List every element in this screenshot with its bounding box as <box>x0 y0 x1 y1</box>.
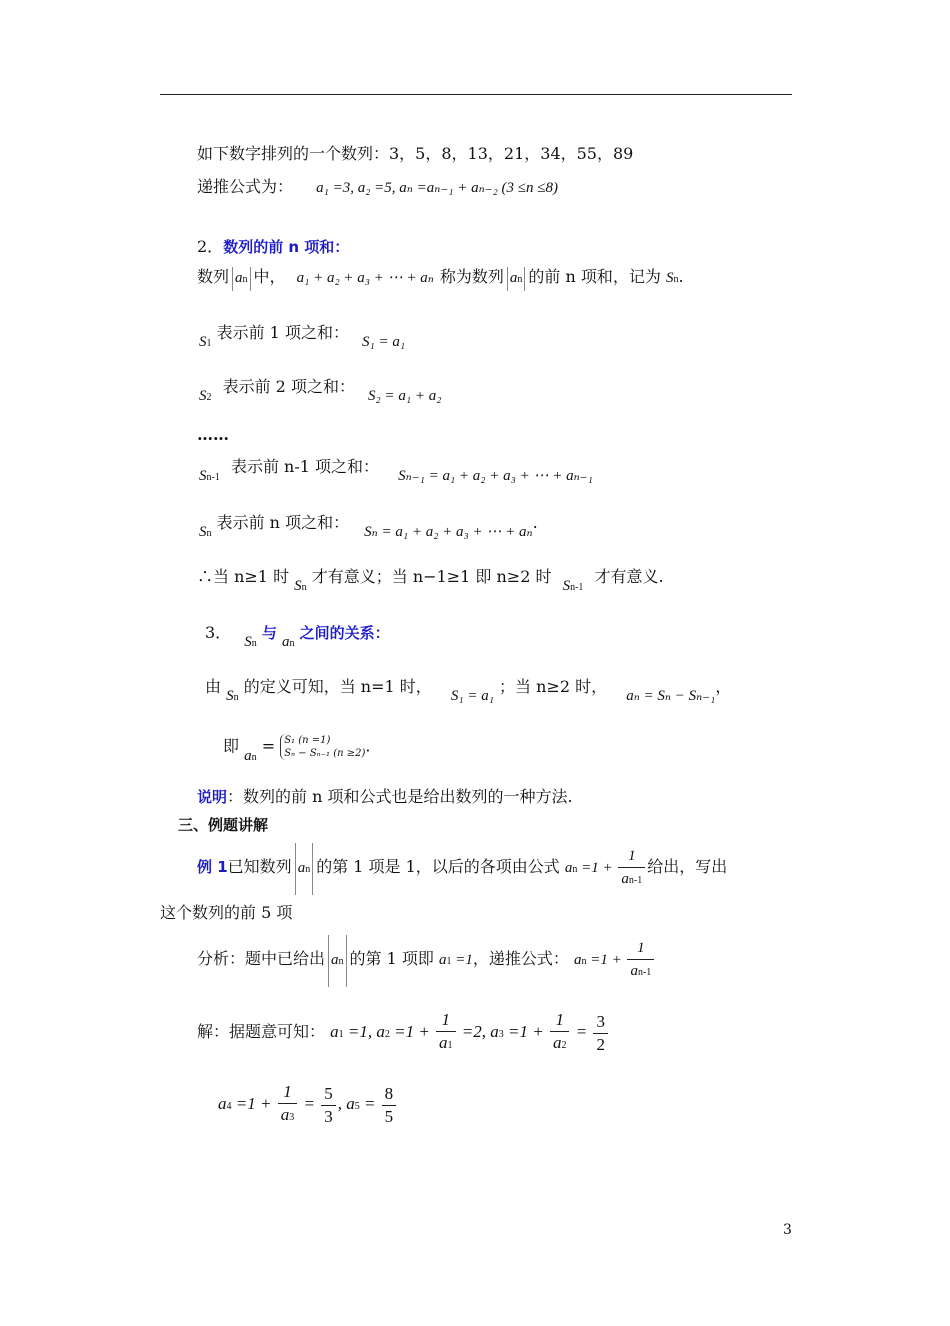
examples-heading: 三、例题讲解 <box>178 816 269 834</box>
analysis-line <box>197 934 656 984</box>
sn1-symbol-2: Sn-1 <box>562 578 584 594</box>
def-text-1: 数列 <box>197 267 230 286</box>
s1-line <box>199 322 406 350</box>
s1-desc: 表示前 1 项之和： <box>216 323 349 342</box>
section3-heading <box>205 622 390 650</box>
sn1-line <box>199 456 593 484</box>
s2-desc: 表示前 2 项之和： <box>222 377 355 396</box>
solution-line <box>197 1004 610 1060</box>
section3-title: 之间的关系： <box>299 624 390 642</box>
note-line <box>197 786 573 808</box>
s2-line <box>199 376 442 404</box>
piecewise-line: 即 an = S₁ (n =1) Sₙ − Sₙ₋₁ (n ≥2) . <box>223 735 371 764</box>
sn-line <box>199 512 538 540</box>
seq-symbol-3: an <box>295 843 314 895</box>
an-symbol-2: an <box>244 747 257 764</box>
section3-mid: 与 <box>261 624 277 642</box>
relation-line <box>205 676 732 704</box>
s1-formula: S₁ = a₁ <box>362 334 406 350</box>
s2-symbol: S2 <box>199 388 212 404</box>
solution-formula-2: a4 =1 + $\frac{1}{a3}$ = $\frac{5}{3}$ , a5 = $\frac{8}{5}$ <box>218 1094 398 1113</box>
recursion-label: 递推公式为： <box>197 177 294 196</box>
recursion-line <box>197 176 558 199</box>
section2-title: 数列的前 n 项和： <box>223 238 350 256</box>
seq-symbol-4: an <box>328 935 347 987</box>
piece-label: 即 <box>223 736 240 756</box>
def-end: . <box>678 267 684 286</box>
sequence-line: 如下数字排列的一个数列：3，5，8，13，21，34，55，89 <box>197 144 634 163</box>
example1-text-3: 给出，写出 <box>647 857 728 876</box>
meaning-line <box>197 566 664 594</box>
a1-eq-1: a1 =1 <box>438 952 473 968</box>
solution-formula-1: a1 =1, a2 =1 + $\frac{1}{a1}$ =2, a3 =1 + $\frac{1}{a2}$ = $\frac{3}{2}$ <box>330 1022 610 1041</box>
rel-3: ；当 n≥2 时， <box>499 677 608 696</box>
s2-formula: S₂ = a₁ + a₂ <box>368 388 442 404</box>
example1-text-2: 的第 1 项是 1，以后的各项由公式 <box>316 857 560 876</box>
section2-heading <box>197 236 349 258</box>
seq-symbol-2: an <box>507 267 526 291</box>
analysis-formula: an =1 + $\frac{1}{an-1}$ <box>574 952 656 968</box>
solution-label: 解：据题意可知： <box>197 1022 326 1041</box>
example1-label: 例 1 <box>197 858 228 876</box>
example1-text-1: 已知数列 <box>227 857 292 876</box>
sn-end: . <box>532 513 538 532</box>
section2-number: 2． <box>197 237 224 256</box>
piece-case-1: S₁ (n =1) <box>284 735 331 746</box>
analysis-3: ，递推公式： <box>472 949 569 968</box>
def-text-3: 称为数列 <box>439 267 504 286</box>
sn-symbol-2: Sn <box>199 524 212 540</box>
sum-definition <box>197 266 684 291</box>
sn-desc: 表示前 n 项之和： <box>216 513 350 532</box>
rel-4: ， <box>715 677 732 696</box>
note-label: 说明 <box>197 788 228 806</box>
piece-end: . <box>365 736 371 756</box>
example1-line <box>197 842 727 892</box>
note-text: ：数列的前 n 项和公式也是给出数列的一种方法. <box>227 787 573 806</box>
analysis-2: 的第 1 项即 <box>349 949 434 968</box>
recursion-formula: a₁ =3, a₂ =5, aₙ =aₙ₋₁ + aₙ₋₂ (3 ≤n ≤8) <box>316 180 558 196</box>
rel-1: 由 <box>205 677 222 696</box>
header-rule <box>160 94 792 95</box>
ellipsis: …… <box>197 425 229 444</box>
s1-symbol: S1 <box>199 334 212 350</box>
sn1-formula: Sₙ₋₁ = a₁ + a₂ + a₃ + ⋯ + aₙ₋₁ <box>398 468 593 484</box>
solution-line-2 <box>218 1076 398 1132</box>
page-number: 3 <box>783 1222 792 1238</box>
sn-symbol-5: Sn <box>226 688 239 704</box>
sn1-symbol: Sn-1 <box>199 468 220 484</box>
section3-number: 3． <box>205 623 232 642</box>
sn-symbol-3: Sn <box>294 578 307 594</box>
analysis-1: 分析：题中已给出 <box>197 949 326 968</box>
meaning-2: 才有意义；当 n−1≥1 即 n≥2 时 <box>311 567 552 586</box>
piecewise-brace <box>280 734 365 760</box>
def-text-2: 中， <box>253 267 286 286</box>
seq-symbol: an <box>232 267 251 291</box>
def-text-4: 的前 n 项和，记为 <box>528 267 661 286</box>
an-symbol: an <box>281 634 295 650</box>
piece-case-2: Sₙ − Sₙ₋₁ (n ≥2) <box>284 748 366 759</box>
sum-expression: a₁ + a₂ + a₃ + ⋯ + aₙ <box>296 270 434 286</box>
meaning-3: 才有意义. <box>594 567 664 586</box>
sn-formula: Sₙ = a₁ + a₂ + a₃ + ⋯ + aₙ <box>364 524 533 540</box>
sn1-desc: 表示前 n-1 项之和： <box>230 457 380 476</box>
s1-eq-a1: S₁ = a₁ <box>450 688 494 704</box>
meaning-1: ∴当 n≥1 时 <box>197 567 290 586</box>
an-eq-diff: aₙ = Sₙ − Sₙ₋₁ <box>626 688 716 704</box>
example1-formula: an =1 + $\frac{1}{an-1}$ <box>565 860 647 876</box>
rel-2: 的定义可知，当 n=1 时， <box>243 677 432 696</box>
sn-symbol-4: Sn <box>244 634 257 650</box>
sn-symbol: Sn <box>665 270 679 286</box>
example1-continue: 这个数列的前 5 项 <box>160 903 293 922</box>
